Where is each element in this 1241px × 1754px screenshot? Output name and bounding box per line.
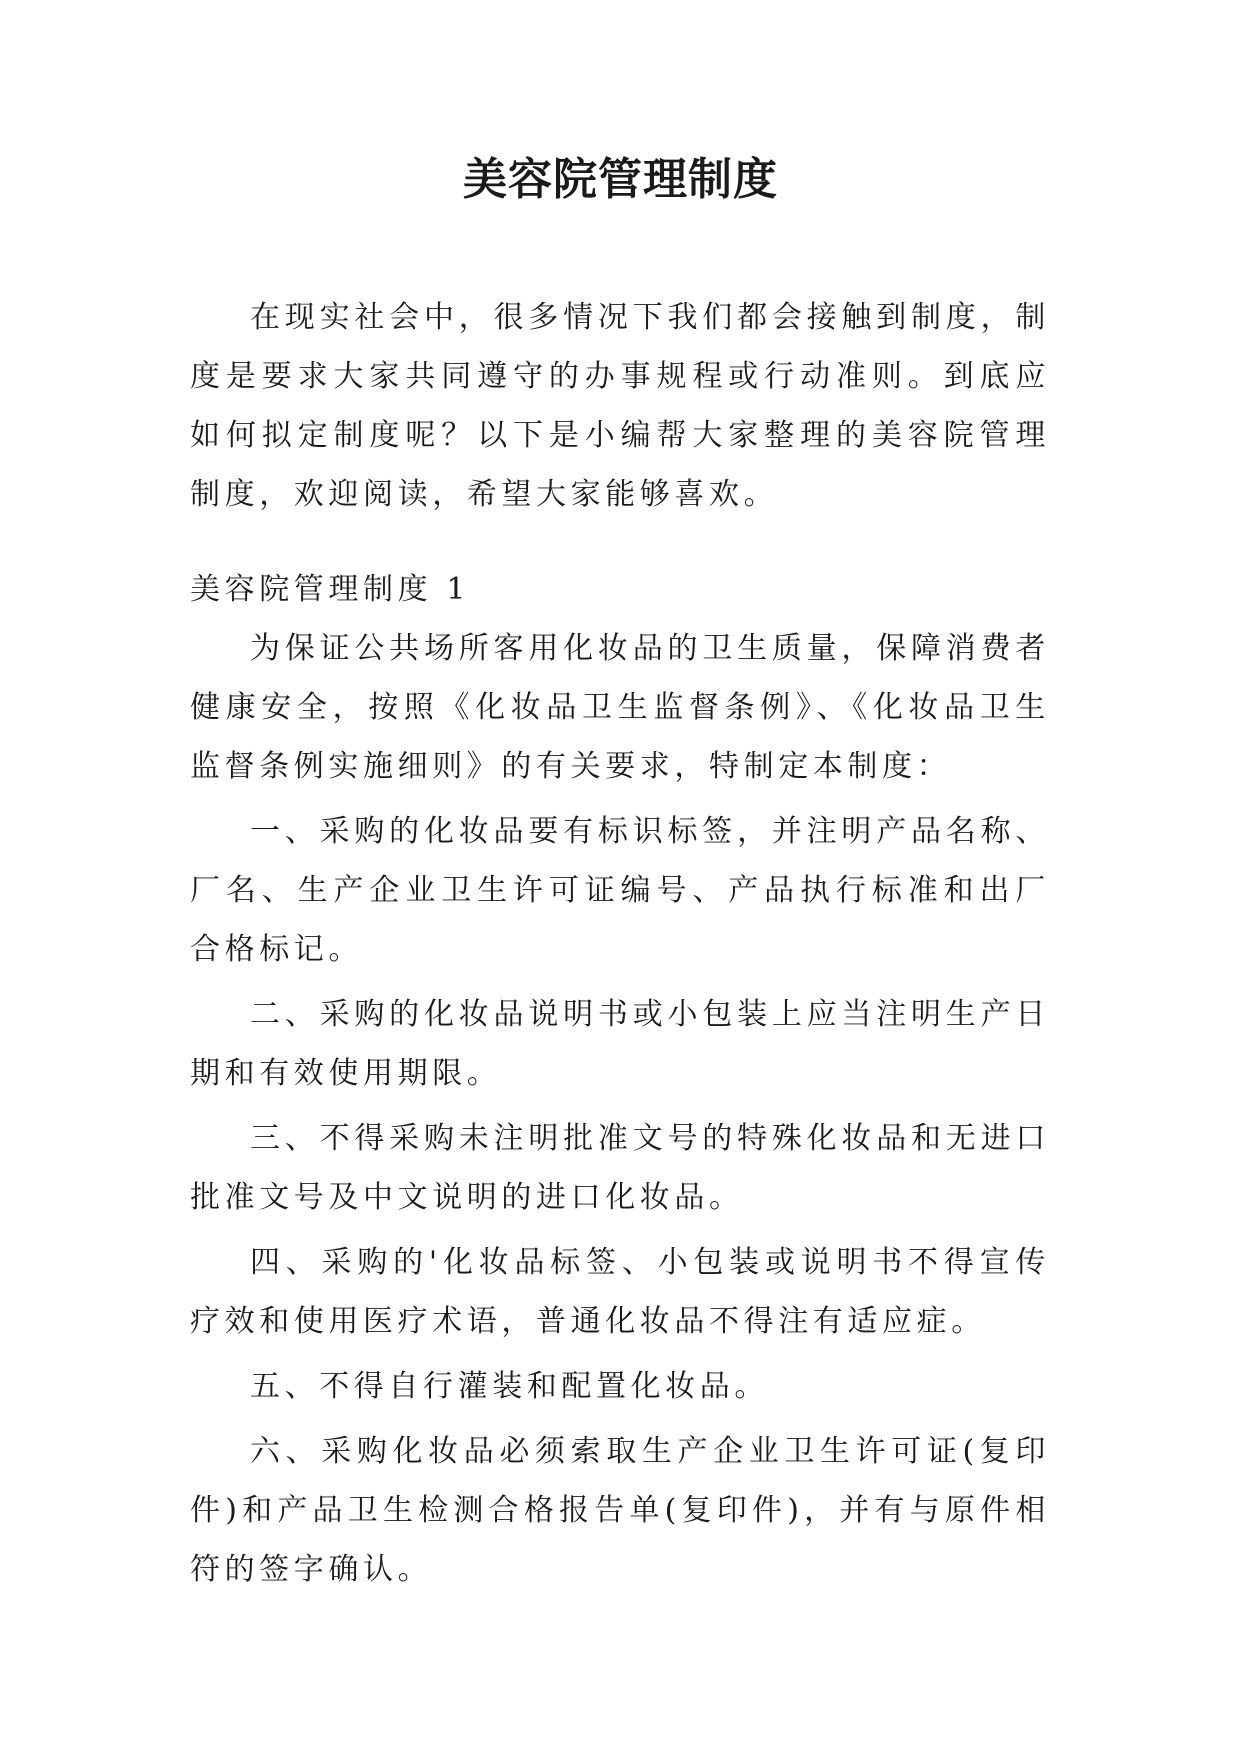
rule-item-3: 三、不得采购未注明批准文号的特殊化妆品和无进口批准文号及中文说明的进口化妆品。 bbox=[190, 1121, 1050, 1215]
rule-item-6: 六、采购化妆品必须索取生产企业卫生许可证(复印件)和产品卫生检测合格报告单(复印件)，并有与原件相符的签字确认。 bbox=[190, 1434, 1050, 1587]
rule-item-5: 五、不得自行灌装和配置化妆品。 bbox=[250, 1369, 769, 1404]
document-title: 美容院管理制度 bbox=[463, 154, 778, 205]
section-preamble: 为保证公共场所客用化妆品的卫生质量，保障消费者健康安全，按照《化妆品卫生监督条例》、《化妆品卫生监督条例实施细则》的有关要求，特制定本制度： bbox=[190, 631, 1050, 784]
document-body bbox=[190, 288, 1050, 1605]
section-heading: 美容院管理制度 1 bbox=[190, 572, 471, 607]
rule-item-2: 二、采购的化妆品说明书或小包装上应当注明生产日期和有效使用期限。 bbox=[190, 997, 1050, 1091]
rule-item-4: 四、采购的'化妆品标签、小包装或说明书不得宣传疗效和使用医疗术语，普通化妆品不得注有适应症。 bbox=[190, 1245, 1050, 1339]
rule-item-1: 一、采购的化妆品要有标识标签，并注明产品名称、厂名、生产企业卫生许可证编号、产品执行标准和出厂合格标记。 bbox=[190, 814, 1050, 967]
intro-paragraph: 在现实社会中，很多情况下我们都会接触到制度，制度是要求大家共同遵守的办事规程或行动准则。到底应如何拟定制度呢？以下是小编帮大家整理的美容院管理制度，欢迎阅读，希望大家能够喜欢。 bbox=[190, 300, 1050, 512]
